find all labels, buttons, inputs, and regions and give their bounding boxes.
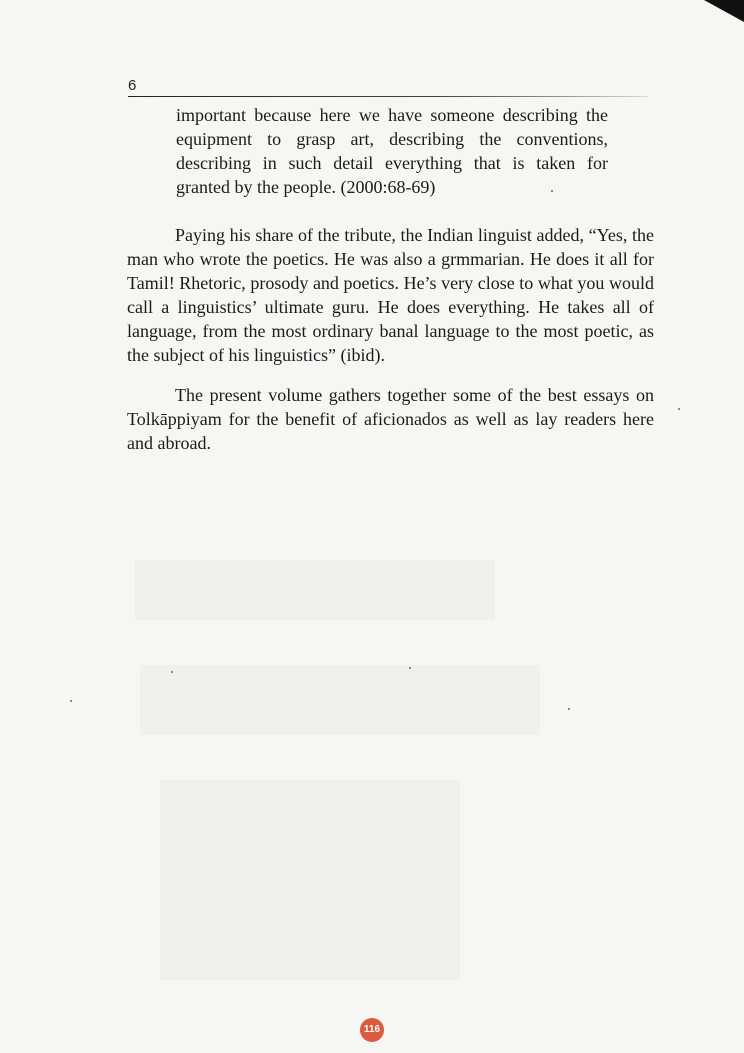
page-badge: 116 [360,1018,384,1042]
show-through-block [160,780,460,980]
body-paragraph-volume: The present volume gathers together some of the best essays on Tolkāppiyam for the benefit of aficionados as well as lay readers here and abroad. [127,385,654,453]
body-paragraph-tribute: Paying his share of the tribute, the Indian linguist added, “Yes, the man who wrote the poetics. He was also a grmmarian. He does it all for Tamil! Rhetoric, prosody and poetics. He’s very close to what you would call a linguistics’ ultimate guru. He does everything. He takes all of language, from the most ordinary banal language to the most poetic, as the subject of his linguistics” (ibid). [127,225,654,365]
block-quote: important because here we have someone describing the equipment to grasp art, describing the conventions, describing in such detail everything that is taken for granted by the people. (2000:68-69) [176,105,608,197]
page-corner-mark [704,0,744,22]
paper-speck [551,190,553,192]
show-through-block [135,560,495,620]
show-through-block [140,665,540,735]
paper-speck [171,671,173,673]
paper-speck [678,408,680,410]
paper-speck [70,700,72,702]
page-number: 6 [128,77,137,94]
paper-speck [409,667,411,669]
header-rule [128,96,648,97]
paper-speck [568,708,570,710]
